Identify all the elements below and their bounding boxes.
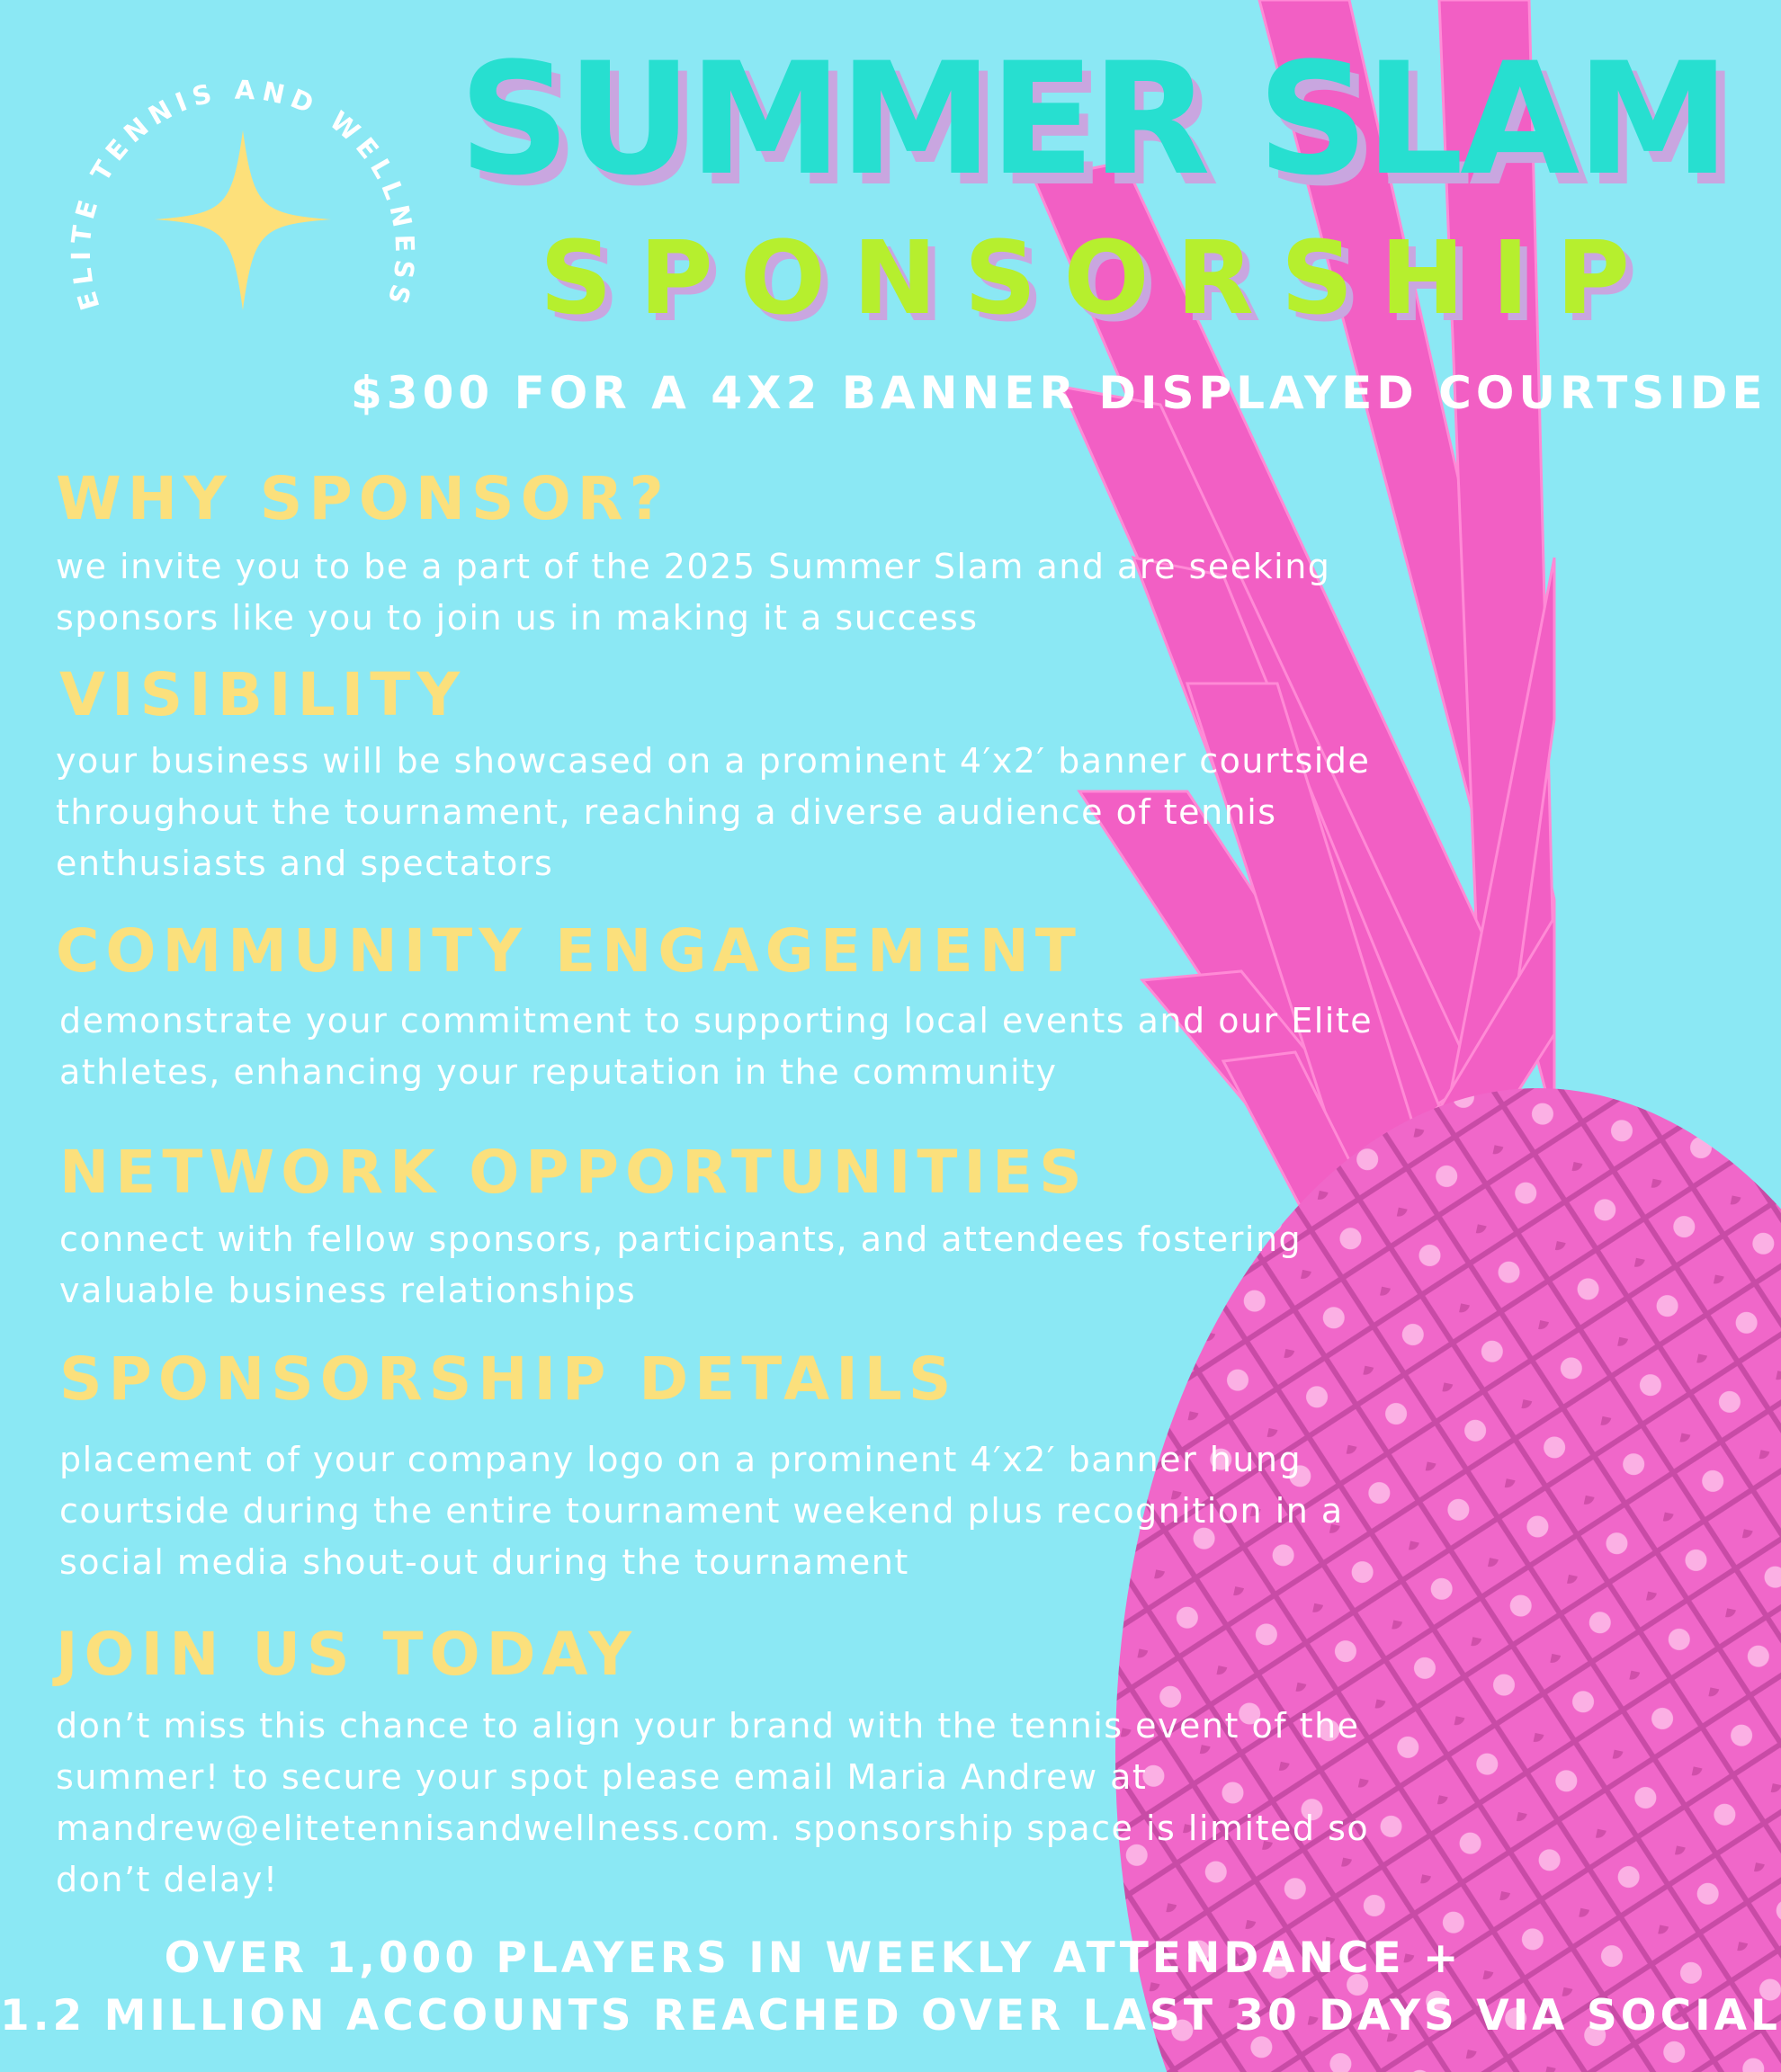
section-heading-network-opportunities: NETWORK OPPORTUNITIES [59,1138,1088,1207]
section-heading-why-sponsor: WHY SPONSOR? [56,464,670,533]
page-subtitle: SPONSORSHIP [540,220,1657,337]
elite-tennis-logo [54,36,432,342]
section-body-why-sponsor: we invite you to be a part of the 2025 Summer Slam and are seeking sponsors like you to join us in making it a success [56,547,1331,638]
page-title: SUMMER SLAM [459,29,1727,210]
contact-email-line: mandrew@elitetennisandwellness.com. sponsorship space is limited so [56,1809,1370,1848]
logo-arc-text: ELITE TENNIS AND WELLNESS [65,74,421,314]
section-body-join-us-today: don’t miss this chance to align your brand with the tennis event of the summer! to secure your spot please email Maria Andrew at mandrew@elitetennisandwellness.com. sponsorship space is limited so don’t delay! [56,1706,1370,1899]
section-heading-join-us-today: JOIN US TODAY [56,1620,639,1689]
section-heading-community-engagement: COMMUNITY ENGAGEMENT [56,916,1082,986]
footer-stat-social-reach: 1.2 MILLION ACCOUNTS REACHED OVER LAST 30 DAYS VIA SOCIAL [0,1991,1781,2041]
section-body-visibility: your business will be showcased on a prominent 4′x2′ banner courtside throughout the tournament, reaching a diverse audience of tennis enthusiasts and spectators [56,741,1371,883]
section-body-sponsorship-details: placement of your company logo on a prominent 4′x2′ banner hung courtside during the entire tournament weekend plus recognition in a social media shout-out during the tournament [59,1440,1344,1582]
price-banner-text: $300 FOR A 4X2 BANNER DISPLAYED COURTSIDE [351,367,1768,419]
section-heading-visibility: VISIBILITY [59,660,467,729]
star-icon [155,130,331,310]
section-body-community-engagement: demonstrate your commitment to supporting local events and our Elite athletes, enhancing your reputation in the community [59,1001,1374,1092]
footer-stat-attendance: OVER 1,000 PLAYERS IN WEEKLY ATTENDANCE + [164,1934,1463,1983]
section-body-network-opportunities: connect with fellow sponsors, participants, and attendees fostering valuable business relationships [59,1219,1302,1310]
section-heading-sponsorship-details: SPONSORSHIP DETAILS [59,1344,958,1414]
